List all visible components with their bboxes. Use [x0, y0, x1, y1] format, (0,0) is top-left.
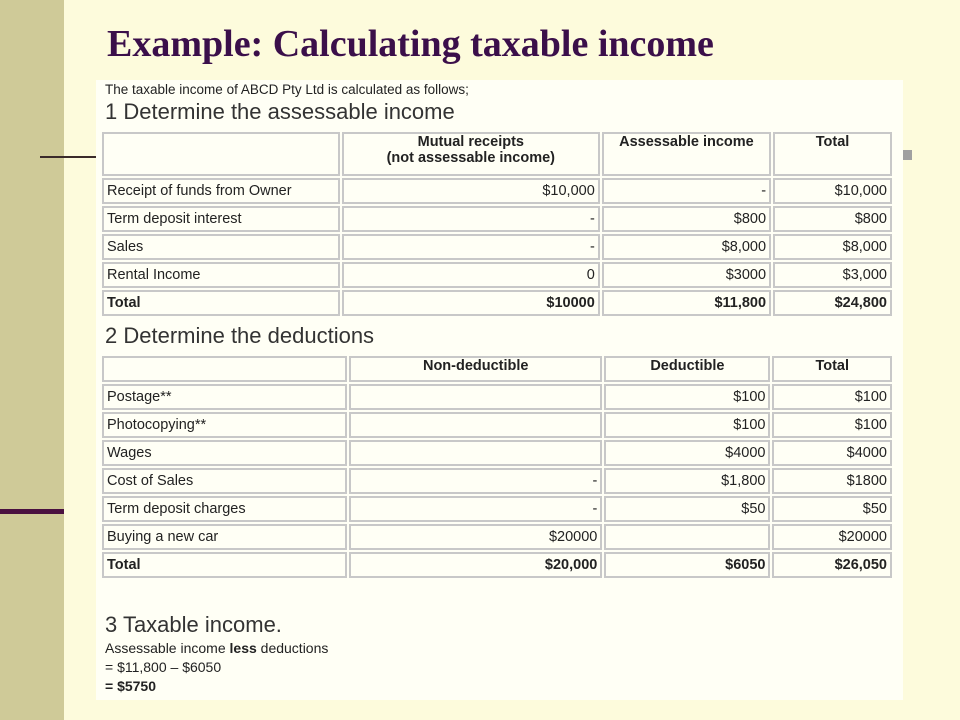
table-row	[102, 234, 892, 260]
cell: -	[349, 468, 602, 494]
taxable-income-calc: = $11,800 – $6050	[105, 659, 222, 675]
row-label: Total	[102, 290, 340, 316]
cell: $100	[604, 384, 770, 410]
header-cell	[102, 132, 340, 176]
deductions-table	[100, 354, 894, 580]
cell: $100	[772, 412, 892, 438]
cell: $3000	[602, 262, 771, 288]
cell: $20000	[772, 524, 892, 550]
header-cell: Total	[772, 356, 892, 382]
row-label: Term deposit charges	[102, 496, 347, 522]
cell: $4000	[772, 440, 892, 466]
header-cell: Deductible	[604, 356, 770, 382]
header-cell	[102, 356, 347, 382]
table-row	[102, 524, 892, 550]
table-row	[102, 412, 892, 438]
row-label: Total	[102, 552, 347, 578]
cell: -	[342, 206, 600, 232]
table-row	[102, 206, 892, 232]
cell: $10000	[342, 290, 600, 316]
row-label: Cost of Sales	[102, 468, 347, 494]
slide-title: Example: Calculating taxable income	[107, 23, 714, 65]
cell: $800	[773, 206, 892, 232]
cell: $1800	[772, 468, 892, 494]
formula-text: deductions	[256, 640, 329, 656]
cell: -	[342, 234, 600, 260]
cell: $800	[602, 206, 771, 232]
table-row	[102, 178, 892, 204]
section3-heading: 3 Taxable income.	[105, 612, 282, 637]
cell: $20000	[349, 524, 602, 550]
cell: $10,000	[773, 178, 892, 204]
decor-rule-top	[40, 156, 100, 158]
header-cell: Mutual receipts (not assessable income)	[342, 132, 600, 176]
cell: $4000	[604, 440, 770, 466]
formula-text: Assessable income	[105, 640, 230, 656]
intro-text: The taxable income of ABCD Pty Ltd is calculated as follows;	[105, 82, 469, 97]
header-cell: Total	[773, 132, 892, 176]
section2-heading: 2 Determine the deductions	[105, 323, 375, 348]
left-decor-band	[0, 0, 64, 720]
cell: $50	[604, 496, 770, 522]
row-label: Photocopying**	[102, 412, 347, 438]
cell: $24,800	[773, 290, 892, 316]
cell	[604, 524, 770, 550]
cell	[349, 412, 602, 438]
table-total-row	[102, 552, 892, 578]
table-row	[102, 468, 892, 494]
cell	[349, 384, 602, 410]
cell: $10,000	[342, 178, 600, 204]
row-label: Sales	[102, 234, 340, 260]
taxable-income-formula	[105, 640, 328, 656]
row-label: Receipt of funds from Owner	[102, 178, 340, 204]
formula-operator: less	[229, 640, 257, 656]
assessable-income-table	[100, 130, 894, 318]
cell: $100	[604, 412, 770, 438]
cell: $1,800	[604, 468, 770, 494]
decor-rule-bottom	[0, 509, 64, 514]
table-row	[102, 440, 892, 466]
cell: $50	[772, 496, 892, 522]
cell: $20,000	[349, 552, 602, 578]
cell: $3,000	[773, 262, 892, 288]
cell: $8,000	[602, 234, 771, 260]
row-label: Rental Income	[102, 262, 340, 288]
cell: 0	[342, 262, 600, 288]
taxable-income-result: = $5750	[105, 678, 156, 694]
table-row	[102, 496, 892, 522]
table-header-row	[102, 132, 892, 176]
row-label: Term deposit interest	[102, 206, 340, 232]
cell: $100	[772, 384, 892, 410]
cell: $11,800	[602, 290, 771, 316]
table-row	[102, 262, 892, 288]
cell: $26,050	[772, 552, 892, 578]
row-label: Postage**	[102, 384, 347, 410]
header-cell: Assessable income	[602, 132, 771, 176]
header-cell: Non-deductible	[349, 356, 602, 382]
cell: $6050	[604, 552, 770, 578]
cell: $8,000	[773, 234, 892, 260]
table-header-row	[102, 356, 892, 382]
table-row	[102, 384, 892, 410]
cell: -	[349, 496, 602, 522]
row-label: Wages	[102, 440, 347, 466]
table-total-row	[102, 290, 892, 316]
cell: -	[602, 178, 771, 204]
section1-heading: 1 Determine the assessable income	[105, 99, 455, 124]
row-label: Buying a new car	[102, 524, 347, 550]
cell	[349, 440, 602, 466]
